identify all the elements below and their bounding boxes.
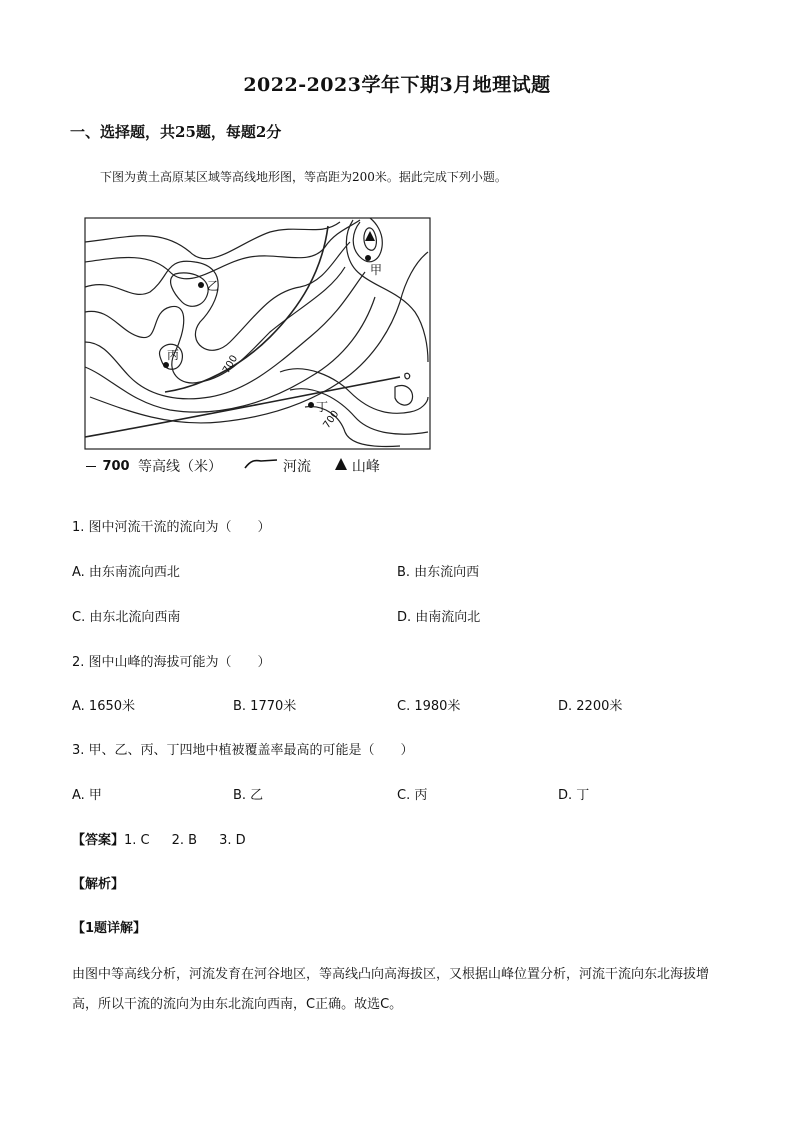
peak-legend-icon bbox=[335, 458, 347, 474]
contour-line bbox=[280, 369, 428, 414]
label-ding: 丁 bbox=[316, 400, 329, 414]
analysis-label: 【解析】 bbox=[72, 877, 125, 892]
q1-option-d[interactable]: D. 由南流向北 bbox=[397, 610, 481, 625]
q3-option-a[interactable]: A. 甲 bbox=[72, 788, 102, 803]
contour-line bbox=[395, 385, 413, 405]
question-intro: 下图为黄土高原某区域等高线地形图，等高距为200米。据此完成下列小题。 bbox=[100, 170, 507, 184]
point-jia bbox=[365, 255, 371, 261]
label-yi: 乙 bbox=[207, 279, 220, 293]
question-3: 3. 甲、乙、丙、丁四地中植被覆盖率最高的可能是（ ） bbox=[72, 743, 414, 758]
legend-contour-value: 700 bbox=[102, 458, 130, 474]
question-1: 1. 图中河流干流的流向为（ ） bbox=[72, 520, 271, 535]
q3-option-c[interactable]: C. 丙 bbox=[397, 788, 428, 803]
contour-line bbox=[405, 373, 410, 378]
answer-item-2: 2. B bbox=[171, 833, 198, 848]
map-frame bbox=[85, 218, 430, 449]
q2-option-b[interactable]: B. 1770米 bbox=[233, 699, 297, 714]
contour-line bbox=[171, 273, 209, 306]
q2-option-a[interactable]: A. 1650米 bbox=[72, 699, 136, 714]
contour-map bbox=[70, 212, 440, 480]
peak-icon bbox=[365, 231, 375, 241]
contour-line bbox=[290, 389, 428, 434]
q3-option-d[interactable]: D. 丁 bbox=[558, 788, 590, 803]
legend-contour: 等高线（米） bbox=[138, 459, 223, 475]
map-legend bbox=[86, 456, 380, 476]
answer-item-1: 1. C bbox=[124, 833, 150, 848]
q2-option-c[interactable]: C. 1980米 bbox=[397, 699, 461, 714]
label-contour-700-a: 700 bbox=[221, 353, 241, 376]
q2-option-d[interactable]: D. 2200米 bbox=[558, 699, 623, 714]
point-bing bbox=[163, 362, 169, 368]
q1-option-a[interactable]: A. 由东南流向西北 bbox=[72, 565, 180, 580]
q1-option-b[interactable]: B. 由东流向西 bbox=[397, 565, 480, 580]
page-title: 2022-2023学年下期3月地理试题 bbox=[243, 74, 551, 96]
contour-line bbox=[85, 222, 340, 259]
detail-label: 【1题详解】 bbox=[72, 921, 147, 936]
contour-line bbox=[85, 220, 360, 279]
q1-option-c[interactable]: C. 由东北流向西南 bbox=[72, 610, 181, 625]
answer-line bbox=[72, 829, 246, 848]
point-ding bbox=[308, 402, 314, 408]
contour-legend-line bbox=[86, 466, 96, 467]
contour-line bbox=[346, 220, 428, 362]
contour-map-svg bbox=[70, 212, 440, 452]
section-heading: 一、选择题，共25题，每题2分 bbox=[70, 123, 282, 141]
legend-peak: 山峰 bbox=[351, 459, 380, 475]
label-bing: 丙 bbox=[167, 348, 180, 362]
answer-item-3: 3. D bbox=[219, 833, 246, 848]
point-yi bbox=[198, 282, 204, 288]
legend-river: 河流 bbox=[282, 459, 311, 475]
detail-text: 由图中等高线分析，河流发育在河谷地区，等高线凸向高海拔区，又根据山峰位置分析，河流干流向东北海拔增高，所以干流的流向为由东北流向西南，C正确。故选C。 bbox=[72, 967, 710, 1012]
river-legend-icon bbox=[243, 457, 279, 475]
answer-label: 【答案】 bbox=[72, 833, 125, 848]
question-2: 2. 图中山峰的海拔可能为（ ） bbox=[72, 655, 271, 670]
label-contour-700-b: 700 bbox=[321, 408, 342, 431]
label-jia: 甲 bbox=[370, 263, 383, 277]
q3-option-b[interactable]: B. 乙 bbox=[233, 788, 264, 803]
